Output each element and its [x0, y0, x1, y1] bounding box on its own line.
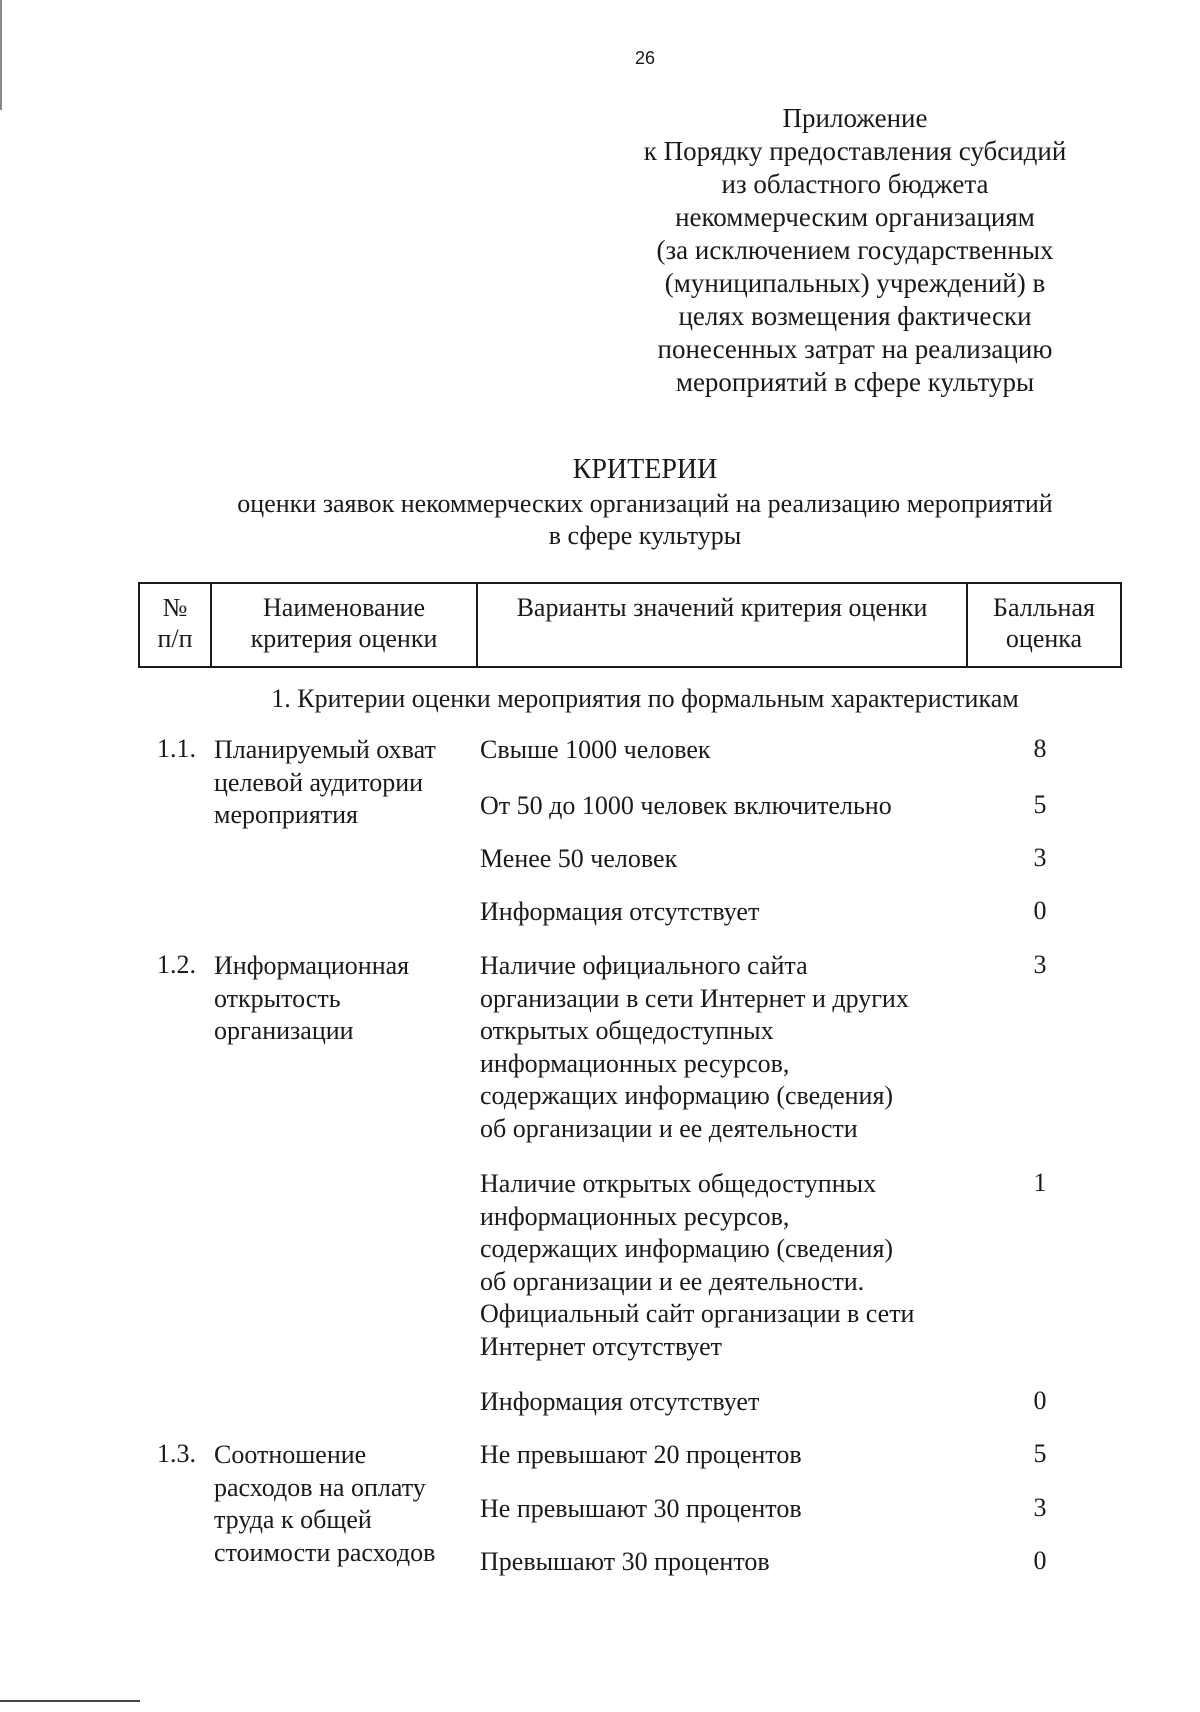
header-score-line: оценка	[1005, 624, 1083, 653]
header-num-line: п/п	[157, 624, 193, 653]
appendix-line: Приложение	[782, 103, 928, 133]
variant-text-line: содержащих информацию (сведения)	[480, 1081, 894, 1110]
criteria-table-header	[138, 582, 1122, 668]
header-num	[139, 583, 211, 667]
variant-text: От 50 до 1000 человек включительно	[480, 791, 892, 820]
variant-score: 1	[1033, 1168, 1047, 1197]
criterion-name-line: открытость	[214, 983, 341, 1013]
variant-text: Превышают 30 процентов	[480, 1547, 770, 1576]
variant-score: 0	[1033, 1546, 1047, 1575]
variant-text-line: содержащих информацию (сведения)	[480, 1234, 894, 1263]
variant-score: 5	[1033, 1439, 1047, 1468]
variant-text-line: Наличие открытых общедоступных	[480, 1169, 877, 1198]
criterion-name	[214, 1439, 464, 1569]
footer-edge-rule	[0, 1700, 140, 1702]
variant-score: 5	[1033, 790, 1047, 819]
header-score-line: Балльная	[993, 593, 1095, 622]
appendix-block	[440, 102, 1200, 399]
variant-text: Информация отсутствует	[480, 897, 760, 926]
section-title: 1. Критерии оценки мероприятия по формальным характеристикам	[271, 684, 1019, 713]
criterion-name-line: мероприятия	[214, 800, 359, 829]
appendix-line: целях возмещения фактически	[678, 301, 1032, 331]
variant-score: 3	[1033, 843, 1047, 872]
criterion-name-line: стоимости расходов	[214, 1537, 436, 1567]
variant-text-line: Официальный сайт организации в сети	[480, 1299, 915, 1328]
appendix-line: к Порядку предоставления субсидий	[643, 136, 1067, 166]
criterion-number: 1.1.	[157, 734, 196, 763]
subtitle-line: оценки заявок некоммерческих организаций на реализацию мероприятий	[237, 489, 1053, 518]
page-number: 26	[634, 48, 656, 68]
header-variants: Варианты значений критерия оценки	[477, 583, 967, 667]
variant-text: Свыше 1000 человек	[480, 735, 711, 764]
header-name	[211, 583, 477, 667]
criterion-name-line: Соотношение	[214, 1440, 367, 1469]
variant-text	[480, 1168, 990, 1363]
appendix-line: (муниципальных) учреждений) в	[664, 268, 1046, 298]
appendix-line: некоммерческим организациям	[675, 202, 1035, 232]
header-name-line: Наименование	[263, 593, 425, 622]
variant-text-line: организации в сети Интернет и других	[480, 983, 909, 1013]
criterion-name-line: Информационная	[214, 951, 410, 980]
variant-text-line: об организации и ее деятельности	[480, 1113, 858, 1143]
variant-text	[480, 950, 990, 1145]
variant-text: Не превышают 30 процентов	[480, 1494, 802, 1523]
appendix-line: (за исключением государственных	[656, 235, 1054, 265]
appendix-line: из областного бюджета	[721, 169, 989, 199]
criterion-number: 1.2.	[157, 950, 196, 979]
header-name-line: критерия оценки	[250, 624, 438, 653]
variant-text-line: информационных ресурсов,	[480, 1201, 790, 1231]
variant-text: Информация отсутствует	[480, 1387, 760, 1416]
variant-text-line: Интернет отсутствует	[480, 1331, 722, 1361]
variant-text: Менее 50 человек	[480, 844, 678, 873]
variant-text: Не превышают 20 процентов	[480, 1440, 802, 1469]
document-subtitle	[0, 488, 1200, 552]
appendix-line: мероприятий в сфере культуры	[675, 367, 1035, 397]
header-num-line: №	[162, 593, 188, 622]
criterion-name	[214, 734, 464, 832]
document-title: КРИТЕРИИ	[572, 454, 718, 485]
appendix-line: понесенных затрат на реализацию	[657, 334, 1053, 364]
header-score	[967, 583, 1121, 667]
variant-score: 8	[1033, 734, 1047, 763]
variant-text-line: открытых общедоступных	[480, 1016, 774, 1045]
criterion-name-line: Планируемый охват	[214, 735, 436, 764]
variant-score: 0	[1033, 1386, 1047, 1415]
variant-text-line: об организации и ее деятельности.	[480, 1266, 865, 1296]
criterion-name	[214, 950, 464, 1048]
variant-score: 3	[1033, 950, 1047, 979]
criterion-name-line: целевой аудитории	[214, 767, 424, 797]
criterion-name-line: труда к общей	[214, 1505, 372, 1534]
subtitle-line: в сфере культуры	[548, 521, 742, 550]
criterion-number: 1.3.	[157, 1439, 196, 1468]
variant-score: 3	[1033, 1493, 1047, 1522]
variant-text-line: информационных ресурсов,	[480, 1048, 790, 1078]
variant-text-line: Наличие официального сайта	[480, 951, 808, 980]
criterion-name-line: расходов на оплату	[214, 1472, 426, 1502]
variant-score: 0	[1033, 896, 1047, 925]
criterion-name-line: организации	[214, 1016, 354, 1045]
